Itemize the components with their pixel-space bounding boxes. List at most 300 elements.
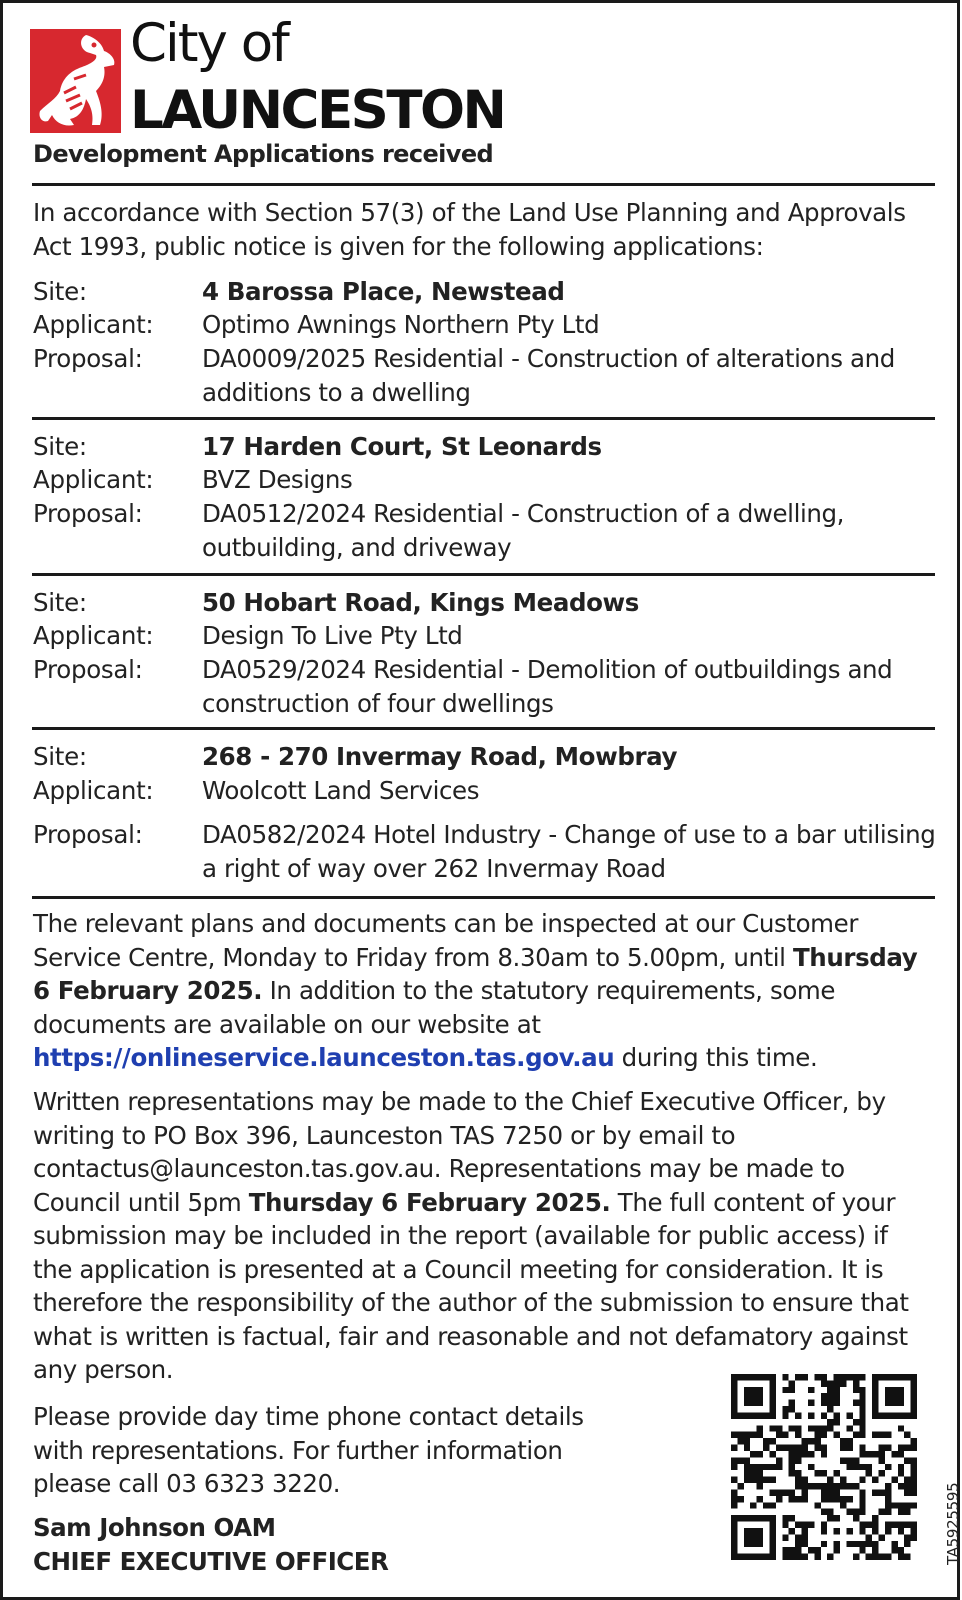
qr-module xyxy=(802,1483,808,1489)
qr-module xyxy=(737,1483,743,1489)
applicant-label: Applicant: xyxy=(33,621,154,650)
qr-module xyxy=(840,1496,846,1502)
qr-module xyxy=(853,1515,859,1521)
site-label: Site: xyxy=(33,432,87,461)
qr-module xyxy=(808,1400,814,1406)
qr-module xyxy=(821,1496,827,1502)
qr-module xyxy=(872,1412,878,1418)
qr-module xyxy=(769,1547,775,1553)
qr-module xyxy=(731,1464,737,1470)
qr-module xyxy=(821,1412,827,1418)
qr-module xyxy=(769,1502,775,1508)
qr-module xyxy=(744,1457,750,1463)
qr-module xyxy=(750,1432,756,1438)
qr-module xyxy=(802,1445,808,1451)
qr-module xyxy=(763,1412,769,1418)
qr-module xyxy=(802,1489,808,1495)
inspection-paragraph xyxy=(33,907,933,1075)
qr-module xyxy=(885,1445,891,1451)
qr-module xyxy=(879,1374,885,1380)
qr-module xyxy=(814,1425,820,1431)
qr-module xyxy=(904,1522,910,1528)
qr-module xyxy=(731,1412,737,1418)
qr-module xyxy=(769,1464,775,1470)
qr-module xyxy=(891,1477,897,1483)
qr-module xyxy=(911,1528,917,1534)
qr-module xyxy=(898,1425,904,1431)
qr-module xyxy=(846,1374,852,1380)
qr-module xyxy=(853,1374,859,1380)
qr-module xyxy=(885,1522,891,1528)
proposal-text: DA0009/2025 Residential - Construction of alterations and additions to a dwelling xyxy=(202,344,895,407)
intro-paragraph: In accordance with Section 57(3) of the Land Use Planning and Approvals Act 1993, public notice is given for the following applications: xyxy=(33,198,906,261)
qr-module xyxy=(731,1387,737,1393)
qr-module xyxy=(795,1477,801,1483)
qr-module xyxy=(834,1380,840,1386)
qr-module xyxy=(769,1477,775,1483)
qr-module xyxy=(904,1534,910,1540)
qr-module xyxy=(911,1387,917,1393)
applicant-label: Applicant: xyxy=(33,776,154,805)
qr-module xyxy=(898,1393,904,1399)
qr-module xyxy=(808,1412,814,1418)
qr-module xyxy=(744,1412,750,1418)
qr-module xyxy=(840,1445,846,1451)
qr-module xyxy=(859,1400,865,1406)
qr-module xyxy=(859,1387,865,1393)
qr-module xyxy=(859,1412,865,1418)
signatory-title: CHIEF EXECUTIVE OFFICER xyxy=(33,1547,389,1576)
qr-module xyxy=(769,1515,775,1521)
applicant-name: Optimo Awnings Northern Pty Ltd xyxy=(202,310,600,339)
qr-module xyxy=(757,1515,763,1521)
qr-module xyxy=(872,1528,878,1534)
qr-module xyxy=(846,1438,852,1444)
qr-module xyxy=(789,1387,795,1393)
qr-module xyxy=(859,1528,865,1534)
qr-module xyxy=(911,1412,917,1418)
qr-module xyxy=(904,1432,910,1438)
qr-module xyxy=(885,1432,891,1438)
proposal-text: DA0529/2024 Residential - Demolition of outbuildings and construction of four dwellings xyxy=(202,655,893,718)
qr-module xyxy=(872,1547,878,1553)
qr-module xyxy=(802,1522,808,1528)
qr-module xyxy=(827,1387,833,1393)
qr-module xyxy=(757,1554,763,1560)
qr-module xyxy=(737,1438,743,1444)
qr-module xyxy=(846,1483,852,1489)
qr-module xyxy=(898,1547,904,1553)
website-link[interactable]: https://onlineservice.launceston.tas.gov.au xyxy=(33,1043,615,1072)
inspection-text: during this time. xyxy=(614,1043,818,1072)
qr-module xyxy=(808,1425,814,1431)
qr-module xyxy=(821,1470,827,1476)
qr-module xyxy=(789,1425,795,1431)
qr-module xyxy=(891,1502,897,1508)
qr-module xyxy=(763,1438,769,1444)
qr-module xyxy=(750,1400,756,1406)
qr-module xyxy=(834,1496,840,1502)
qr-module xyxy=(795,1470,801,1476)
qr-module xyxy=(859,1502,865,1508)
qr-module xyxy=(840,1380,846,1386)
qr-code-icon[interactable] xyxy=(731,1373,917,1561)
qr-module xyxy=(821,1451,827,1457)
qr-module xyxy=(769,1534,775,1540)
qr-module xyxy=(911,1457,917,1463)
qr-module xyxy=(859,1464,865,1470)
qr-module xyxy=(744,1528,750,1534)
qr-module xyxy=(846,1528,852,1534)
qr-module xyxy=(866,1534,872,1540)
qr-module xyxy=(821,1522,827,1528)
qr-module xyxy=(859,1393,865,1399)
qr-module xyxy=(782,1412,788,1418)
qr-module xyxy=(808,1387,814,1393)
qr-module xyxy=(750,1387,756,1393)
qr-module xyxy=(737,1496,743,1502)
divider xyxy=(32,573,935,576)
qr-module xyxy=(789,1445,795,1451)
qr-module xyxy=(769,1393,775,1399)
qr-module xyxy=(853,1419,859,1425)
qr-module xyxy=(911,1406,917,1412)
qr-module xyxy=(827,1554,833,1560)
qr-module xyxy=(872,1380,878,1386)
qr-module xyxy=(737,1554,743,1560)
qr-module xyxy=(891,1412,897,1418)
qr-module xyxy=(782,1387,788,1393)
qr-module xyxy=(834,1541,840,1547)
qr-module xyxy=(834,1515,840,1521)
qr-module xyxy=(769,1406,775,1412)
city-crest-icon xyxy=(30,29,121,133)
qr-module xyxy=(904,1554,910,1560)
qr-module xyxy=(821,1425,827,1431)
qr-module xyxy=(853,1541,859,1547)
qr-module xyxy=(879,1470,885,1476)
qr-module xyxy=(872,1489,878,1495)
qr-module xyxy=(769,1400,775,1406)
qr-module xyxy=(879,1489,885,1495)
qr-module xyxy=(859,1477,865,1483)
qr-module xyxy=(814,1554,820,1560)
qr-module xyxy=(789,1470,795,1476)
qr-module xyxy=(782,1489,788,1495)
qr-module xyxy=(795,1412,801,1418)
qr-module xyxy=(872,1522,878,1528)
qr-module xyxy=(782,1547,788,1553)
qr-module xyxy=(859,1445,865,1451)
qr-module xyxy=(802,1528,808,1534)
qr-module xyxy=(731,1457,737,1463)
qr-module xyxy=(757,1496,763,1502)
qr-module xyxy=(834,1489,840,1495)
qr-module xyxy=(769,1438,775,1444)
qr-module xyxy=(744,1374,750,1380)
qr-module xyxy=(769,1387,775,1393)
qr-module xyxy=(789,1400,795,1406)
qr-module xyxy=(879,1554,885,1560)
qr-module xyxy=(885,1496,891,1502)
qr-module xyxy=(840,1502,846,1508)
qr-module xyxy=(898,1528,904,1534)
qr-module xyxy=(891,1451,897,1457)
qr-module xyxy=(731,1522,737,1528)
qr-module xyxy=(904,1374,910,1380)
qr-module xyxy=(814,1547,820,1553)
qr-module xyxy=(757,1393,763,1399)
reference-number: TA5925595 xyxy=(944,1482,962,1565)
qr-module xyxy=(789,1451,795,1457)
qr-module xyxy=(731,1489,737,1495)
qr-module xyxy=(795,1425,801,1431)
qr-module xyxy=(750,1528,756,1534)
qr-module xyxy=(757,1387,763,1393)
qr-module xyxy=(731,1547,737,1553)
qr-module xyxy=(814,1432,820,1438)
qr-module xyxy=(827,1477,833,1483)
qr-module xyxy=(846,1425,852,1431)
qr-module xyxy=(898,1522,904,1528)
qr-module xyxy=(782,1374,788,1380)
qr-module xyxy=(731,1541,737,1547)
qr-module xyxy=(802,1451,808,1457)
qr-module xyxy=(802,1554,808,1560)
qr-module xyxy=(891,1547,897,1553)
qr-module xyxy=(866,1541,872,1547)
qr-module xyxy=(840,1457,846,1463)
proposal-label: Proposal: xyxy=(33,655,143,684)
qr-module xyxy=(834,1419,840,1425)
qr-module xyxy=(744,1432,750,1438)
qr-module xyxy=(814,1374,820,1380)
qr-module xyxy=(827,1483,833,1489)
qr-module xyxy=(763,1502,769,1508)
qr-module xyxy=(853,1483,859,1489)
qr-module xyxy=(802,1438,808,1444)
qr-module xyxy=(872,1400,878,1406)
qr-module xyxy=(795,1483,801,1489)
qr-module xyxy=(834,1400,840,1406)
qr-module xyxy=(911,1438,917,1444)
qr-module xyxy=(827,1425,833,1431)
proposal-text: DA0512/2024 Residential - Construction of a dwelling, outbuilding, and driveway xyxy=(202,499,845,562)
qr-module xyxy=(731,1528,737,1534)
qr-module xyxy=(814,1445,820,1451)
qr-module xyxy=(859,1374,865,1380)
proposal-label: Proposal: xyxy=(33,820,143,849)
qr-module xyxy=(885,1464,891,1470)
qr-module xyxy=(814,1470,820,1476)
qr-module xyxy=(808,1522,814,1528)
qr-module xyxy=(866,1451,872,1457)
qr-module xyxy=(904,1541,910,1547)
signatory-name: Sam Johnson OAM xyxy=(33,1513,276,1542)
qr-module xyxy=(750,1412,756,1418)
qr-module xyxy=(834,1483,840,1489)
qr-module xyxy=(731,1502,737,1508)
qr-module xyxy=(750,1470,756,1476)
site-label: Site: xyxy=(33,277,87,306)
representations-text: Written representations may be made to the Chief Executive Officer, by writing to PO Box 396, Launceston TAS 7250 or by email to contactus@launceston.tas.gov.au. Representations may be made to Council until 5pm xyxy=(33,1087,886,1217)
qr-module xyxy=(821,1509,827,1515)
qr-module xyxy=(885,1554,891,1560)
divider xyxy=(32,896,935,899)
qr-module xyxy=(859,1522,865,1528)
qr-module xyxy=(834,1387,840,1393)
proposal-text: DA0582/2024 Hotel Industry - Change of use to a bar utilising a right of way over 262 Invermay Road xyxy=(202,820,936,883)
qr-module xyxy=(872,1451,878,1457)
qr-module xyxy=(885,1400,891,1406)
qr-module xyxy=(795,1374,801,1380)
qr-module xyxy=(757,1541,763,1547)
qr-module xyxy=(859,1541,865,1547)
qr-module xyxy=(891,1387,897,1393)
qr-module xyxy=(885,1483,891,1489)
qr-module xyxy=(904,1445,910,1451)
qr-module xyxy=(776,1445,782,1451)
qr-module xyxy=(757,1412,763,1418)
qr-module xyxy=(853,1509,859,1515)
qr-module xyxy=(911,1483,917,1489)
qr-module xyxy=(776,1489,782,1495)
qr-module xyxy=(750,1464,756,1470)
qr-module xyxy=(879,1451,885,1457)
qr-module xyxy=(846,1412,852,1418)
qr-module xyxy=(731,1393,737,1399)
qr-module xyxy=(827,1509,833,1515)
qr-module xyxy=(859,1425,865,1431)
representations-text: The full content of your submission may be included in the report (available for public access) if the application is presented at a Council meeting for consideration. It is therefore the responsibility of the author of the submission to ensure that what is written is factual, fair and reasonable and not defamatory against any person. xyxy=(33,1187,909,1384)
qr-module xyxy=(866,1470,872,1476)
qr-module xyxy=(757,1528,763,1534)
qr-module xyxy=(898,1400,904,1406)
qr-module xyxy=(840,1483,846,1489)
qr-module xyxy=(885,1387,891,1393)
qr-module xyxy=(737,1457,743,1463)
qr-module xyxy=(834,1374,840,1380)
qr-module xyxy=(776,1496,782,1502)
qr-module xyxy=(846,1464,852,1470)
qr-module xyxy=(827,1489,833,1495)
qr-module xyxy=(802,1374,808,1380)
qr-module xyxy=(750,1451,756,1457)
qr-module xyxy=(879,1432,885,1438)
qr-module xyxy=(814,1502,820,1508)
qr-module xyxy=(827,1419,833,1425)
qr-module xyxy=(846,1509,852,1515)
qr-module xyxy=(898,1451,904,1457)
qr-module xyxy=(827,1400,833,1406)
qr-module xyxy=(814,1438,820,1444)
qr-module xyxy=(763,1374,769,1380)
qr-module xyxy=(872,1515,878,1521)
qr-module xyxy=(737,1515,743,1521)
qr-module xyxy=(911,1470,917,1476)
qr-module xyxy=(872,1541,878,1547)
contact-paragraph: Please provide day time phone contact details with representations. For further information please call 03 6323 3220. xyxy=(33,1402,584,1498)
qr-module xyxy=(911,1464,917,1470)
page-title: Development Applications received xyxy=(33,140,494,168)
qr-module xyxy=(898,1554,904,1560)
qr-module xyxy=(789,1496,795,1502)
applicant-label: Applicant: xyxy=(33,465,154,494)
qr-module xyxy=(769,1380,775,1386)
qr-module xyxy=(891,1374,897,1380)
qr-module xyxy=(750,1477,756,1483)
site-address: 50 Hobart Road, Kings Meadows xyxy=(202,588,639,617)
qr-module xyxy=(911,1502,917,1508)
qr-module xyxy=(795,1457,801,1463)
applicant-name: Woolcott Land Services xyxy=(202,776,480,805)
qr-module xyxy=(789,1515,795,1521)
qr-module xyxy=(846,1496,852,1502)
qr-module xyxy=(846,1457,852,1463)
qr-module xyxy=(821,1541,827,1547)
qr-module xyxy=(731,1477,737,1483)
qr-module xyxy=(911,1393,917,1399)
qr-module xyxy=(885,1509,891,1515)
qr-module xyxy=(859,1547,865,1553)
qr-module xyxy=(898,1412,904,1418)
qr-module xyxy=(750,1554,756,1560)
qr-module xyxy=(904,1509,910,1515)
qr-module xyxy=(911,1380,917,1386)
qr-module xyxy=(795,1541,801,1547)
qr-module xyxy=(744,1554,750,1560)
qr-module xyxy=(879,1445,885,1451)
qr-module xyxy=(802,1541,808,1547)
qr-module xyxy=(808,1451,814,1457)
qr-module xyxy=(827,1496,833,1502)
qr-module xyxy=(776,1432,782,1438)
qr-module xyxy=(769,1425,775,1431)
qr-module xyxy=(885,1393,891,1399)
divider xyxy=(32,417,935,420)
qr-module xyxy=(846,1445,852,1451)
qr-module xyxy=(898,1387,904,1393)
qr-module xyxy=(750,1534,756,1540)
qr-module xyxy=(821,1380,827,1386)
qr-module xyxy=(795,1445,801,1451)
divider xyxy=(32,183,935,186)
qr-module xyxy=(853,1464,859,1470)
qr-module xyxy=(782,1522,788,1528)
qr-module xyxy=(879,1457,885,1463)
qr-module xyxy=(879,1412,885,1418)
qr-module xyxy=(789,1489,795,1495)
qr-module xyxy=(737,1432,743,1438)
qr-module xyxy=(802,1496,808,1502)
qr-module xyxy=(737,1412,743,1418)
qr-module xyxy=(891,1393,897,1399)
qr-module xyxy=(885,1489,891,1495)
qr-module xyxy=(866,1464,872,1470)
qr-module xyxy=(821,1400,827,1406)
site-label: Site: xyxy=(33,742,87,771)
qr-module xyxy=(834,1412,840,1418)
qr-module xyxy=(795,1534,801,1540)
qr-module xyxy=(840,1477,846,1483)
qr-module xyxy=(872,1374,878,1380)
qr-module xyxy=(872,1477,878,1483)
qr-module xyxy=(853,1432,859,1438)
qr-module xyxy=(808,1483,814,1489)
qr-module xyxy=(827,1380,833,1386)
qr-module xyxy=(872,1554,878,1560)
qr-module xyxy=(846,1541,852,1547)
